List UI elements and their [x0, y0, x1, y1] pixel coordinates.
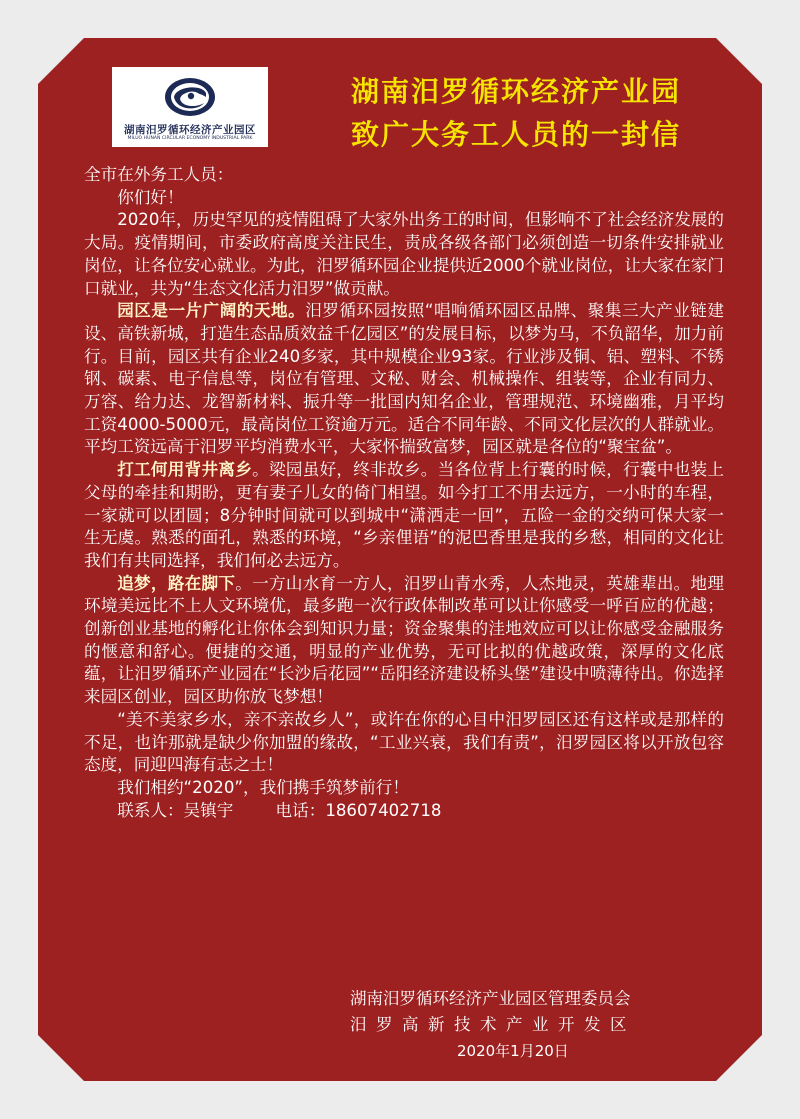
paragraph-4-text: 。一方山水育一方人，汨罗山青水秀，人杰地灵，英雄辈出。地理环境美远比不上人文环境优，最多跑一次行政体制改革可以让你感受一呼百应的优越；创新创业基地的孵化让你体会到知识力量；资金聚集的洼地效应可以让你感受金融服务的惬意和舒心。便捷的交通，明显的产业优势，无可比拟的优越政策，深厚的文化底蕴，让汨罗循环产业园在“长沙后花园”“岳阳经济建设桥头堡”建设中喷薄待出。你选择来园区创业，园区助你放飞梦想！	[84, 573, 725, 707]
paragraph-2	[84, 300, 724, 459]
paragraph-3-text: 。梁园虽好，终非故乡。当各位背上行囊的时候，行囊中也装上父母的牵挂和期盼，更有妻子儿女的倚门相望。如今打工不用去远方，一小时的车程，一家就可以团圆；8分钟时间就可以到城中“潇洒走一回”，五险一金的交纳可保大家一生无虞。熟悉的面孔，熟悉的环境，“乡亲俚语”的泥巴香里是我的乡愁，相同的文化让我们有共同选择，我们何必去远方。	[84, 460, 725, 570]
logo-name-en: MILUO HUNAN CIRCULAR ECONOMY INDUSTRIAL PARK	[127, 136, 253, 141]
paragraph-6: 我们相约“2020”，我们携手筑梦前行！	[117, 777, 409, 797]
paragraph-3	[84, 459, 724, 573]
title-line-1: 湖南汨罗循环经济产业园	[350, 75, 681, 108]
park-logo-icon	[162, 75, 218, 119]
signature-org-2: 汨罗高新技术产业开发区	[350, 1015, 636, 1034]
paragraph-4	[84, 573, 724, 709]
contact-line: 联系人：吴镇宇 电话：18607402718	[117, 800, 442, 820]
paragraph-1: 2020年，历史罕见的疫情阻碍了大家外出务工的时间，但影响不了社会经济发展的大局。疫情期间，市委政府高度关注民生，责成各级各部门必须创造一切条件安排就业岗位，让各位安心就业。为此，汨罗循环园企业提供近2000个就业岗位，让大家在家门口就业，共为“生态文化活力汨罗”做贡献。	[84, 210, 724, 298]
paragraph-4-heading: 追梦，路在脚下	[117, 573, 236, 593]
logo-name-cn: 湖南汨罗循环经济产业园区	[124, 124, 256, 136]
salutation: 全市在外务工人员：	[84, 165, 234, 184]
logo	[112, 67, 268, 147]
title-line-2: 致广大务工人员的一封信	[350, 118, 681, 151]
paragraph-2-heading: 园区是一片广阔的天地。	[117, 301, 306, 321]
paragraph-3-heading: 打工何用背井离乡	[117, 460, 253, 480]
paragraph-2-text: 汨罗循环园按照“唱响循环园区品牌、聚集三大产业链建设、高铁新城，打造生态品质效益千亿园区”的发展目标，以梦为马，不负韶华，加力前行。目前，园区共有企业240多家，其中规模企业93家。行业涉及铜、铝、塑料、不锈钢、碳素、电子信息等，岗位有管理、文秘、财会、机械操作、组装等，企业有同力、万容、给力达、龙智新材料、振升等一批国内知名企业，管理规范、环境幽雅，月平均工资4000-5000元，最高岗位工资逾万元。适合不同年龄、不同文化层次的人群就业。平均工资远高于汨罗平均消费水平，大家怀揣致富梦，园区就是各位的“聚宝盆”。	[84, 301, 724, 457]
letter-body	[84, 164, 724, 822]
signature-date: 2020年1月20日	[457, 1042, 569, 1060]
signature-org-1: 湖南汨罗循环经济产业园区管理委员会	[350, 989, 631, 1008]
greeting: 你们好！	[117, 187, 184, 207]
paragraph-5: “美不美家乡水，亲不亲故乡人”，或许在你的心目中汨罗园区还有这样或是那样的不足，也许那就是缺少你加盟的缘故，“工业兴衰，我们有责”，汨罗园区将以开放包容态度，同迎四海有志之士！	[84, 709, 724, 775]
